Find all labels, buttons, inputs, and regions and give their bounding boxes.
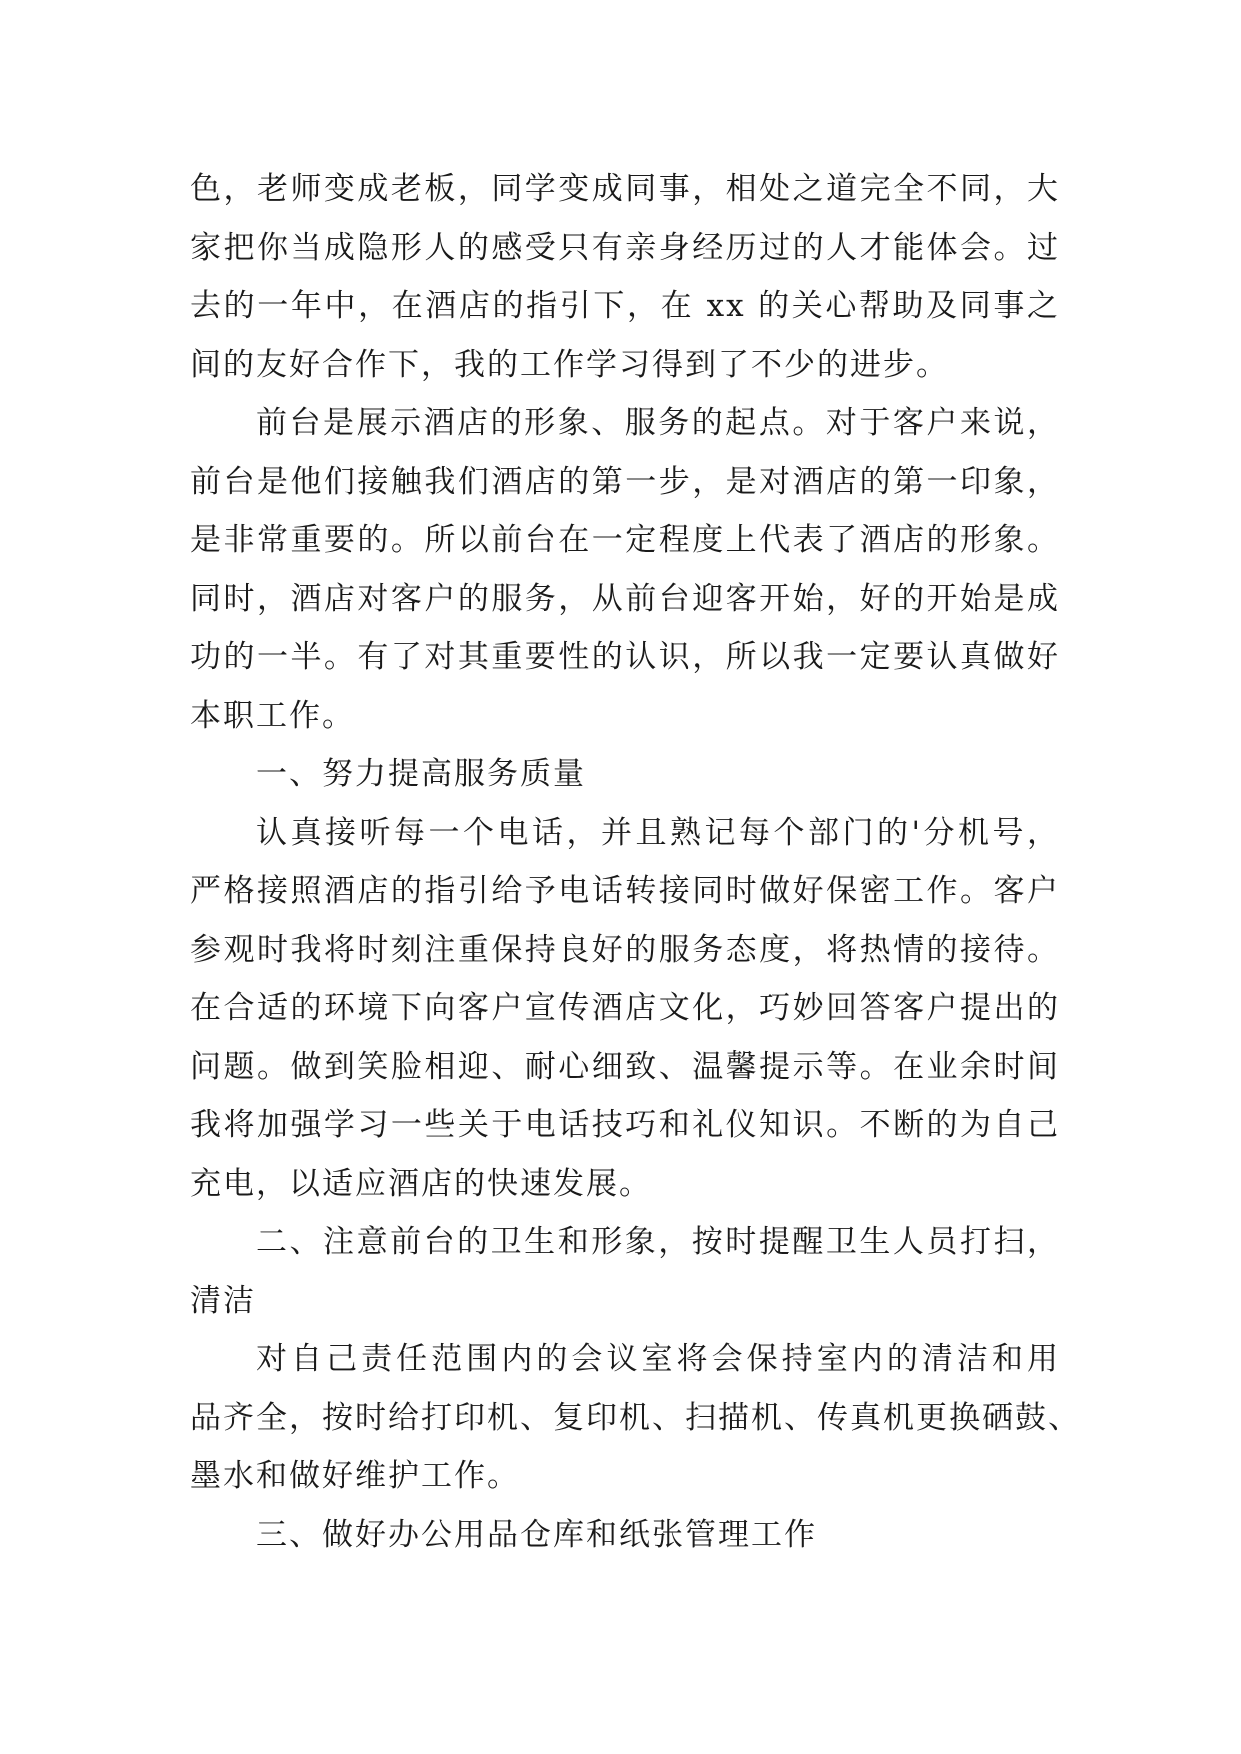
text-line: 功的一半。有了对其重要性的认识，所以我一定要认真做好 bbox=[190, 639, 1060, 675]
text-line: 品齐全，按时给打印机、复印机、扫描机、传真机更换硒鼓、 bbox=[190, 1399, 1081, 1436]
text-line: 去的一年中，在酒店的指引下，在 xx 的关心帮助及同事之 bbox=[190, 288, 1060, 324]
section-heading: 三、做好办公用品仓库和纸张管理工作 bbox=[256, 1516, 817, 1553]
text-line: 严格接照酒店的指引给予电话转接同时做好保密工作。客户 bbox=[190, 873, 1060, 909]
text-line: 充电，以适应酒店的快速发展。 bbox=[190, 1165, 652, 1202]
text-line: 是非常重要的。所以前台在一定程度上代表了酒店的形象。 bbox=[190, 522, 1060, 558]
document-body bbox=[190, 160, 1081, 1564]
section-heading-continued: 清洁 bbox=[190, 1282, 256, 1319]
text-line: 在合适的环境下向客户宣传酒店文化，巧妙回答客户提出的 bbox=[190, 990, 1060, 1026]
text-line: 我将加强学习一些关于电话技巧和礼仪知识。不断的为自己 bbox=[190, 1107, 1060, 1143]
text-line: 问题。做到笑脸相迎、耐心细致、温馨提示等。在业余时间 bbox=[190, 1048, 1060, 1085]
text-line: 墨水和做好维护工作。 bbox=[190, 1458, 520, 1494]
text-line: 参观时我将时刻注重保持良好的服务态度，将热情的接待。 bbox=[190, 931, 1060, 968]
text-line: 对自己责任范围内的会议室将会保持室内的清洁和用 bbox=[256, 1341, 1060, 1377]
section-heading: 一、努力提高服务质量 bbox=[256, 756, 586, 792]
text-line: 前台是他们接触我们酒店的第一步，是对酒店的第一印象， bbox=[190, 463, 1060, 500]
text-line: 同时，酒店对客户的服务，从前台迎客开始，好的开始是成 bbox=[190, 580, 1060, 617]
text-line: 前台是展示酒店的形象、服务的起点。对于客户来说， bbox=[256, 405, 1060, 441]
text-line: 间的友好合作下，我的工作学习得到了不少的进步。 bbox=[190, 346, 949, 383]
text-line: 家把你当成隐形人的感受只有亲身经历过的人才能体会。过 bbox=[190, 229, 1060, 266]
text-line: 本职工作。 bbox=[190, 697, 355, 734]
section-heading: 二、注意前台的卫生和形象，按时提醒卫生人员打扫， bbox=[256, 1224, 1060, 1260]
text-line: 认真接听每一个电话，并且熟记每个部门的'分机号， bbox=[256, 814, 1060, 851]
text-line: 色，老师变成老板，同学变成同事，相处之道完全不同，大 bbox=[190, 171, 1060, 207]
